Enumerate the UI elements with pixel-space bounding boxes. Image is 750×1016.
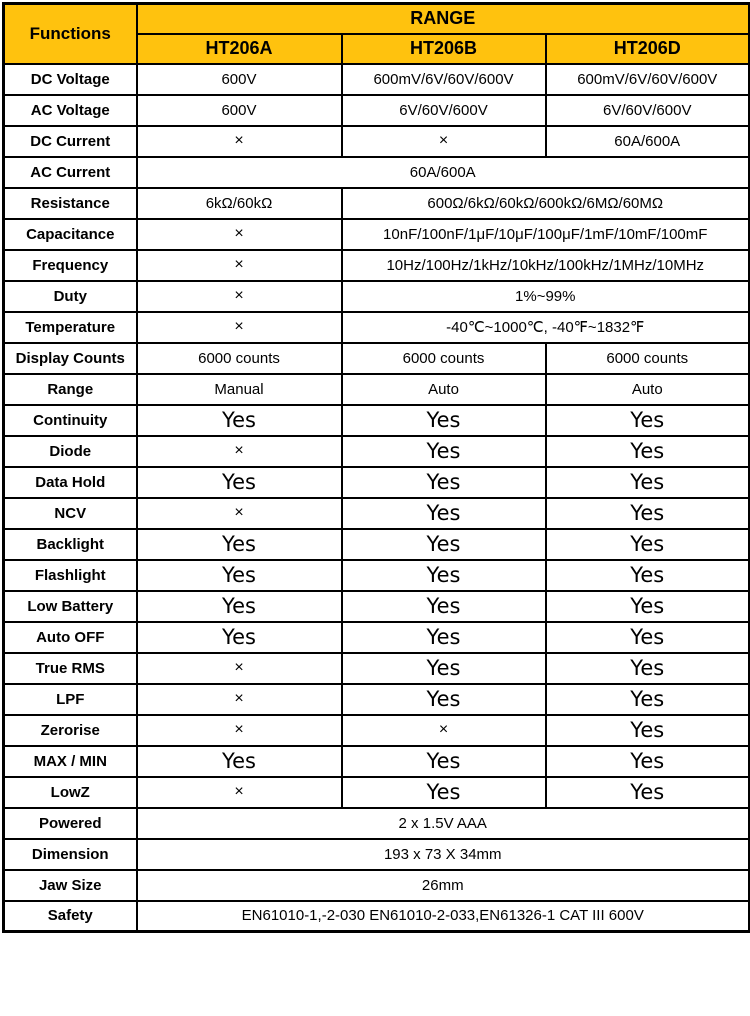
- row-label: True RMS: [4, 653, 137, 684]
- value-cell: Yes: [546, 560, 750, 591]
- table-row: [4, 188, 750, 219]
- value-cell: ×: [137, 777, 342, 808]
- row-label: Powered: [4, 808, 137, 839]
- model-header-ht206a: HT206A: [137, 34, 342, 64]
- table-row: [4, 64, 750, 95]
- value-cell: Yes: [137, 529, 342, 560]
- value-cell: 600mV/6V/60V/600V: [342, 64, 546, 95]
- value-cell: ×: [342, 126, 546, 157]
- value-cell: Yes: [342, 684, 546, 715]
- row-label: Frequency: [4, 250, 137, 281]
- value-cell: ×: [137, 715, 342, 746]
- value-cell: Yes: [546, 684, 750, 715]
- value-cell: ×: [342, 715, 546, 746]
- row-label: AC Voltage: [4, 95, 137, 126]
- value-cell: Yes: [546, 715, 750, 746]
- value-cell: Yes: [137, 591, 342, 622]
- value-cell: -40℃~1000℃, -40℉~1832℉: [342, 312, 750, 343]
- row-label: Temperature: [4, 312, 137, 343]
- table-row: [4, 374, 750, 405]
- row-label: Auto OFF: [4, 622, 137, 653]
- table-row: [4, 591, 750, 622]
- value-cell: Yes: [342, 777, 546, 808]
- row-label: Capacitance: [4, 219, 137, 250]
- value-cell: ×: [137, 684, 342, 715]
- value-cell: Yes: [546, 746, 750, 777]
- value-cell: Yes: [342, 746, 546, 777]
- table-row: [4, 312, 750, 343]
- value-cell: Yes: [342, 560, 546, 591]
- table-row: [4, 746, 750, 777]
- value-cell: Yes: [342, 498, 546, 529]
- value-cell: 600mV/6V/60V/600V: [546, 64, 750, 95]
- table-row: [4, 777, 750, 808]
- value-cell: ×: [137, 219, 342, 250]
- value-cell: Yes: [546, 467, 750, 498]
- row-label: Diode: [4, 436, 137, 467]
- table-row: [4, 529, 750, 560]
- row-label: Backlight: [4, 529, 137, 560]
- value-cell: 600V: [137, 64, 342, 95]
- value-cell: 26mm: [137, 870, 750, 901]
- table-row: [4, 467, 750, 498]
- value-cell: 600V: [137, 95, 342, 126]
- value-cell: Yes: [342, 591, 546, 622]
- value-cell: 6V/60V/600V: [342, 95, 546, 126]
- table-body: [4, 64, 750, 932]
- value-cell: 6000 counts: [342, 343, 546, 374]
- row-label: Data Hold: [4, 467, 137, 498]
- table-header: [4, 4, 750, 64]
- value-cell: EN61010-1,-2-030 EN61010-2-033,EN61326-1 CAT III 600V: [137, 901, 750, 932]
- table-row: [4, 405, 750, 436]
- row-label: MAX / MIN: [4, 746, 137, 777]
- value-cell: 10nF/100nF/1μF/10μF/100μF/1mF/10mF/100mF: [342, 219, 750, 250]
- row-label: DC Current: [4, 126, 137, 157]
- value-cell: Yes: [546, 436, 750, 467]
- value-cell: 6000 counts: [546, 343, 750, 374]
- table-row: [4, 126, 750, 157]
- table-row: [4, 870, 750, 901]
- row-label: Dimension: [4, 839, 137, 870]
- table-row: [4, 560, 750, 591]
- row-label: Jaw Size: [4, 870, 137, 901]
- value-cell: Yes: [342, 653, 546, 684]
- value-cell: Yes: [137, 746, 342, 777]
- value-cell: Yes: [546, 777, 750, 808]
- row-label: Duty: [4, 281, 137, 312]
- value-cell: ×: [137, 653, 342, 684]
- value-cell: Yes: [546, 622, 750, 653]
- row-label: Continuity: [4, 405, 137, 436]
- table-row: [4, 219, 750, 250]
- value-cell: Auto: [546, 374, 750, 405]
- value-cell: Yes: [342, 529, 546, 560]
- range-header-cell: RANGE: [137, 4, 750, 34]
- header-row-range: [4, 4, 750, 34]
- table-row: [4, 808, 750, 839]
- value-cell: ×: [137, 436, 342, 467]
- value-cell: ×: [137, 498, 342, 529]
- value-cell: Yes: [546, 405, 750, 436]
- row-label: Resistance: [4, 188, 137, 219]
- model-header-ht206b: HT206B: [342, 34, 546, 64]
- value-cell: Yes: [546, 498, 750, 529]
- value-cell: Yes: [137, 622, 342, 653]
- value-cell: ×: [137, 250, 342, 281]
- value-cell: Yes: [546, 653, 750, 684]
- table-row: [4, 281, 750, 312]
- row-label: Display Counts: [4, 343, 137, 374]
- value-cell: Yes: [342, 436, 546, 467]
- table-row: [4, 715, 750, 746]
- table-row: [4, 684, 750, 715]
- functions-header-cell: Functions: [4, 4, 137, 64]
- value-cell: Yes: [137, 560, 342, 591]
- row-label: LPF: [4, 684, 137, 715]
- model-header-ht206d: HT206D: [546, 34, 750, 64]
- table-row: [4, 436, 750, 467]
- spec-comparison-table: [2, 2, 750, 933]
- table-row: [4, 622, 750, 653]
- value-cell: Yes: [137, 467, 342, 498]
- value-cell: ×: [137, 281, 342, 312]
- table-row: [4, 498, 750, 529]
- row-label: DC Voltage: [4, 64, 137, 95]
- table-row: [4, 250, 750, 281]
- value-cell: Yes: [342, 467, 546, 498]
- value-cell: 600Ω/6kΩ/60kΩ/600kΩ/6MΩ/60MΩ: [342, 188, 750, 219]
- value-cell: 6000 counts: [137, 343, 342, 374]
- value-cell: ×: [137, 312, 342, 343]
- value-cell: ×: [137, 126, 342, 157]
- row-label: Safety: [4, 901, 137, 932]
- value-cell: 2 x 1.5V AAA: [137, 808, 750, 839]
- value-cell: 6kΩ/60kΩ: [137, 188, 342, 219]
- row-label: AC Current: [4, 157, 137, 188]
- table-row: [4, 901, 750, 932]
- value-cell: 60A/600A: [137, 157, 750, 188]
- value-cell: Manual: [137, 374, 342, 405]
- value-cell: Auto: [342, 374, 546, 405]
- value-cell: Yes: [546, 529, 750, 560]
- table-row: [4, 157, 750, 188]
- value-cell: Yes: [342, 622, 546, 653]
- table-row: [4, 839, 750, 870]
- value-cell: 6V/60V/600V: [546, 95, 750, 126]
- value-cell: 193 x 73 X 34mm: [137, 839, 750, 870]
- table-row: [4, 343, 750, 374]
- value-cell: 1%~99%: [342, 281, 750, 312]
- row-label: Low Battery: [4, 591, 137, 622]
- value-cell: 10Hz/100Hz/1kHz/10kHz/100kHz/1MHz/10MHz: [342, 250, 750, 281]
- row-label: NCV: [4, 498, 137, 529]
- row-label: Zerorise: [4, 715, 137, 746]
- value-cell: Yes: [137, 405, 342, 436]
- row-label: Flashlight: [4, 560, 137, 591]
- value-cell: Yes: [546, 591, 750, 622]
- table-row: [4, 95, 750, 126]
- value-cell: 60A/600A: [546, 126, 750, 157]
- table-row: [4, 653, 750, 684]
- value-cell: Yes: [342, 405, 546, 436]
- row-label: Range: [4, 374, 137, 405]
- row-label: LowZ: [4, 777, 137, 808]
